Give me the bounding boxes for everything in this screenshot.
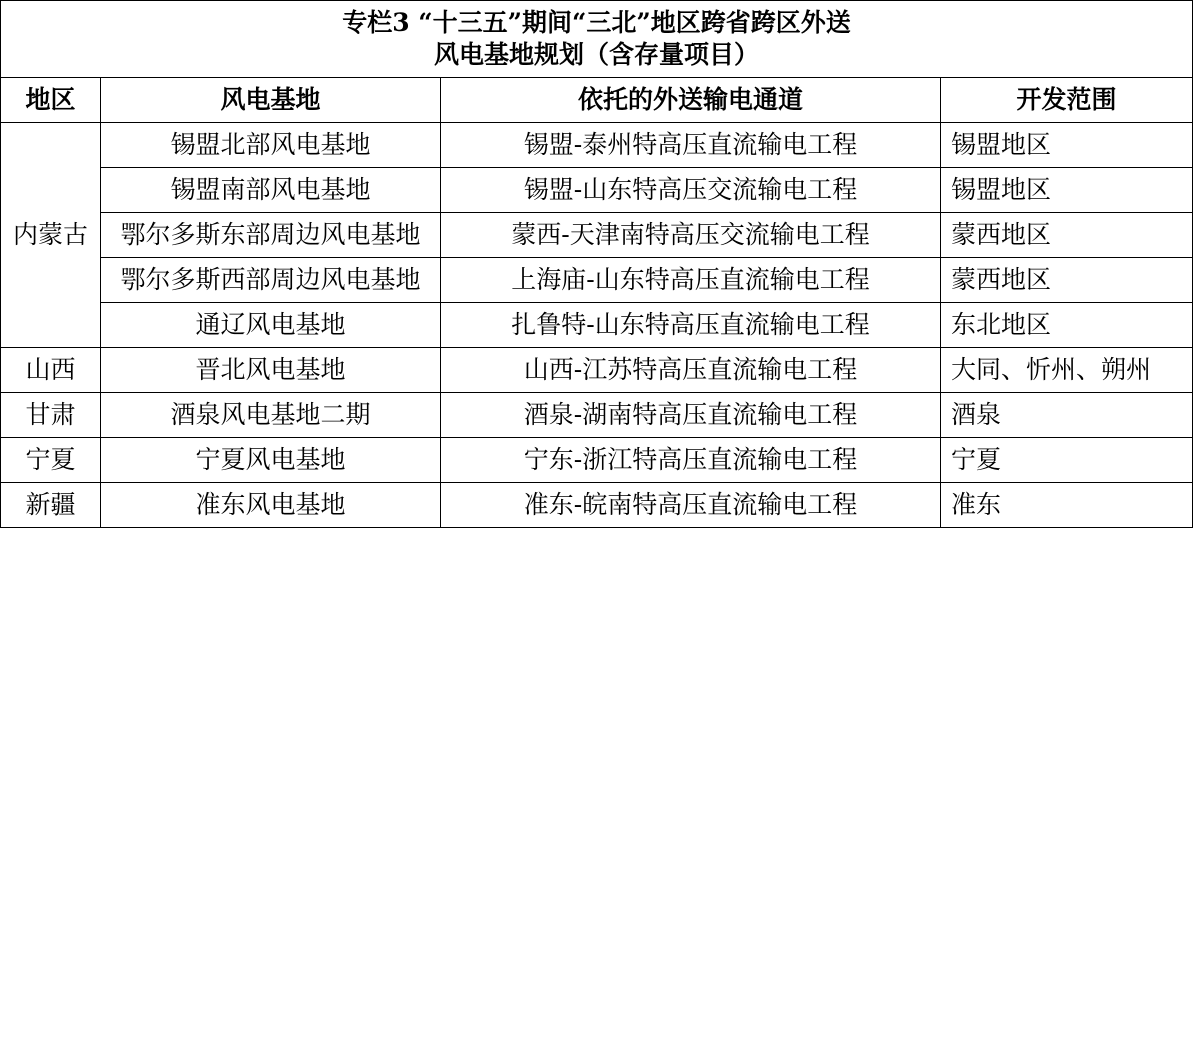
- column-header-channel: 依托的外送输电通道: [441, 78, 941, 123]
- table-row: [1, 303, 1193, 348]
- column-header-region: 地区: [1, 78, 101, 123]
- wind-power-base-plan-table: [0, 0, 1193, 528]
- cell-channel: 山西-江苏特高压直流输电工程: [441, 348, 941, 393]
- cell-scope: 蒙西地区: [941, 258, 1193, 303]
- table-row: [1, 258, 1193, 303]
- cell-base: 鄂尔多斯东部周边风电基地: [101, 213, 441, 258]
- column-header-base: 风电基地: [101, 78, 441, 123]
- cell-channel: 准东-皖南特高压直流输电工程: [441, 483, 941, 528]
- cell-channel: 锡盟-山东特高压交流输电工程: [441, 168, 941, 213]
- cell-scope: 宁夏: [941, 438, 1193, 483]
- cell-channel: 上海庙-山东特高压直流输电工程: [441, 258, 941, 303]
- cell-scope: 准东: [941, 483, 1193, 528]
- cell-base: 晋北风电基地: [101, 348, 441, 393]
- cell-region: 宁夏: [1, 438, 101, 483]
- table-title-row: [1, 1, 1193, 78]
- cell-channel: 锡盟-泰州特高压直流输电工程: [441, 123, 941, 168]
- cell-base: 锡盟南部风电基地: [101, 168, 441, 213]
- cell-channel: 蒙西-天津南特高压交流输电工程: [441, 213, 941, 258]
- cell-base: 通辽风电基地: [101, 303, 441, 348]
- cell-channel: 扎鲁特-山东特高压直流输电工程: [441, 303, 941, 348]
- table-row: [1, 393, 1193, 438]
- cell-base: 准东风电基地: [101, 483, 441, 528]
- cell-base: 酒泉风电基地二期: [101, 393, 441, 438]
- cell-channel: 酒泉-湖南特高压直流输电工程: [441, 393, 941, 438]
- cell-scope: 蒙西地区: [941, 213, 1193, 258]
- cell-base: 宁夏风电基地: [101, 438, 441, 483]
- cell-base: 锡盟北部风电基地: [101, 123, 441, 168]
- table-title-line-2: 风电基地规划（含存量项目）: [433, 40, 759, 69]
- table-title-line-1: 专栏3 “十三五”期间“三北”地区跨省跨区外送: [342, 8, 851, 37]
- cell-scope: 酒泉: [941, 393, 1193, 438]
- cell-scope: 东北地区: [941, 303, 1193, 348]
- table-row: [1, 438, 1193, 483]
- cell-scope: 大同、忻州、朔州: [941, 348, 1193, 393]
- column-header-scope: 开发范围: [941, 78, 1193, 123]
- cell-scope: 锡盟地区: [941, 168, 1193, 213]
- cell-scope: 锡盟地区: [941, 123, 1193, 168]
- cell-base: 鄂尔多斯西部周边风电基地: [101, 258, 441, 303]
- cell-region: 新疆: [1, 483, 101, 528]
- table-title: [1, 1, 1193, 78]
- cell-region: 甘肃: [1, 393, 101, 438]
- cell-channel: 宁东-浙江特高压直流输电工程: [441, 438, 941, 483]
- table-row: [1, 168, 1193, 213]
- table-header-row: [1, 78, 1193, 123]
- table-row: [1, 483, 1193, 528]
- cell-region: 山西: [1, 348, 101, 393]
- cell-region: 内蒙古: [1, 123, 101, 348]
- table-row: [1, 213, 1193, 258]
- table-row: [1, 348, 1193, 393]
- table-row: [1, 123, 1193, 168]
